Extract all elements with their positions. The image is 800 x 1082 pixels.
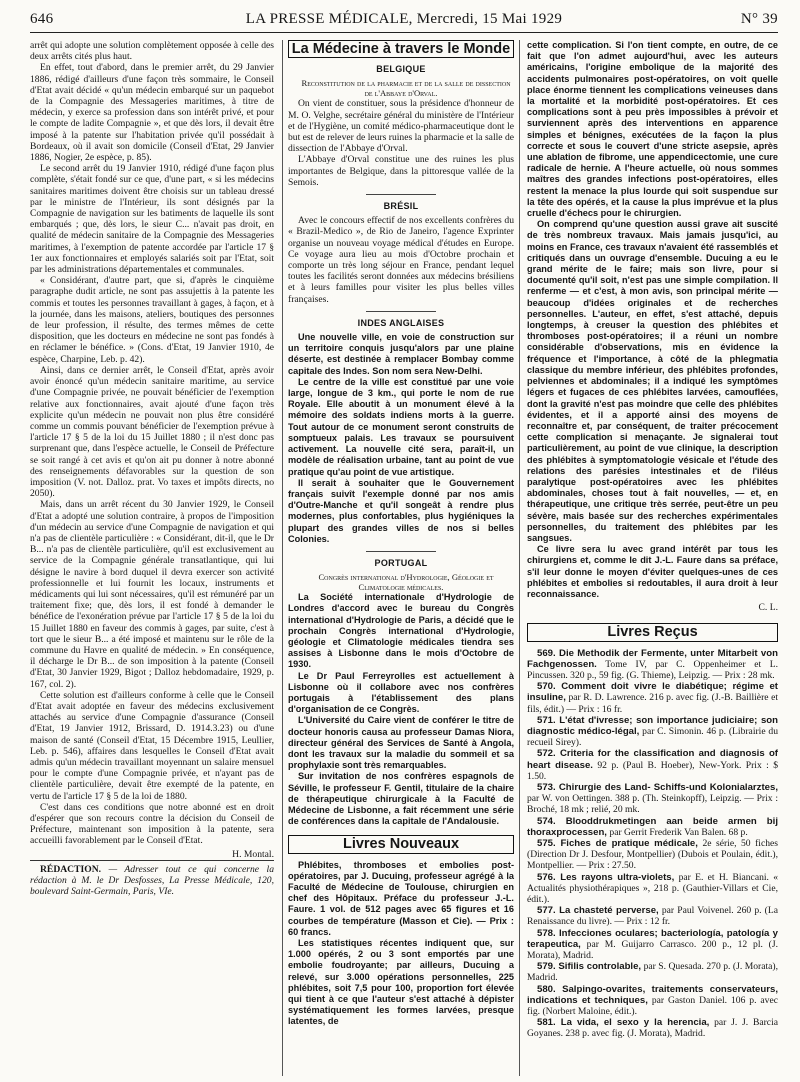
- paragraph: Les statistiques récentes indiquent que, sur 1.000 opérés, 2 ou 3 sont emportés par une embolie foudroyante; par ailleurs, Ducuing a relevé, sur 3.000 opérations personnelles, 225 phlébites, soit 7,5 pour 100, proportion fort élevée qui tient à ce que l'auteur s'est attaché à dépister systématiquement les formes larvées, presque latentes, de: [288, 938, 514, 1027]
- paragraph: cette complication. Si l'on tient compte, en outre, de ce fait que l'on admet aujourd'hui, avec les auteurs américains, l'origine embolique de la majorité des accidents pulmonaires post-opératoires, on voit quelle place énorme tiennent les complications veineuses dans la mortalité et la morbidité post-opératoires. Et ces complications sont à peu près impossibles à prévoir et surviennent après des interventions en apparence simples et bénignes, exécutées de la façon la plus correcte et sous le couvert d'une stricte asepsie, après une ablation de fibrome, une appendicectomie, une cure radicale de hernie. A l'heure actuelle, où nous sommes maîtres des grandes infections post-opératoires, elles restent la menace la plus lourde qui soit suspendue sur la tête des opérés, et la cause la plus imprévue et la plus cruelle d'échecs pour le chirurgien.: [527, 40, 778, 219]
- paragraph: Avec le concours effectif de nos excellents confrères du « Brazil-Medico », de Rio de Janeiro, l'agence Exprinter organise un nouveau voyage médical d'études en Europe. Ce voyage aura lieu au mois d'Octobre prochain et comporte un très long séjour en France, pendant lequel toutes les facilités seront données aux médecins brésiliens et à leurs familles pour visiter les plus belles villes françaises.: [288, 215, 514, 305]
- list-item: [527, 905, 778, 927]
- book-title: 574. Blooddrukmetingen aan beide armen bij thoraxprocessen,: [527, 815, 778, 838]
- paragraph: Cette solution est d'ailleurs conforme à celle que le Conseil d'Etat avait adoptée en faveur des médecins exclusivement attachés au service d'une Compagnie d'assurance (Conseil d'Etat, 19 Janvier 1912, Brissard, D. 1914.3.23) ou d'une maison de santé (Conseil d'Etat, 15 Décembre 1915, Leullier, Leb. p. 546), affaires dans lesquelles le Conseil d'Etat avait admis qu'un médecin travaillant moyennant un salaire mensuel pour le compte d'une Compagnie privée, et n'ayant pas de clientèle particulière, devait être exempté de la patente, en vertu de l'article 17 § 5 de la loi de 1880.: [30, 689, 274, 802]
- book-details: par W. von Oettingen. 388 p. (Th. Steinkopff), Leipzig. — Prix : Broché, 18 mk ; relié, 20 mk.: [527, 793, 778, 816]
- list-item: [527, 872, 778, 906]
- article-subtitle: Reconstitution de la pharmacie et de la salle de dissection de l'Abbaye d'Orval.: [301, 78, 511, 99]
- book-title: 570. Comment doit vivre le diabétique; régime et insuline,: [527, 681, 778, 704]
- issue-number: N° 39: [740, 11, 778, 27]
- paragraph: arrêt qui adopte une solution complètement opposée à celle des deux arrêts cités plus haut.: [30, 40, 274, 63]
- paragraph: C'est dans ces conditions que notre abonné est en droit d'espérer que son recours contre la décision du Conseil de Préfecture, maintenant son imposition à la patente, sera accueilli favorablement par le Conseil d'Etat.: [30, 801, 274, 847]
- book-title: 578. Infecciones oculares; bacteriología, patología y terapeutica,: [527, 927, 778, 950]
- paragraph: L'Université du Caire vient de conférer le titre de docteur honoris causa au professeur Damas Niora, directeur général des Services de Santé à Angola, dont les travaux sur la maladie du sommeil et sa prophylaxie sont très remarquables.: [288, 715, 514, 771]
- book-title: 572. Criteria for the classification and diagnosis of heart disease.: [527, 748, 778, 771]
- book-details: par C. Simonin. 46 p. (Librairie du recueil Sirey).: [527, 725, 778, 749]
- book-details: 2e série, 50 fiches (Direction Dr J. Desfour, Montpellier) (Dubois et Poulain, édit.), Montpellier. — Prix : 27.50.: [527, 838, 778, 872]
- paragraph: Le centre de la ville est constitué par une voie large, longue de 3 km., qui porte le nom de rue Royale. Elle aboutit à un monument élevé à la mémoire des soldats indiens morts à la guerre. Tout autour de ce monument seront construits de somptueux palais. Les travaux se poursuivent activement. La nouvelle cité sera, paraît-il, un modèle de réalisation urbaine, tant au point de vue pratique qu'au point de vue artistique.: [288, 376, 514, 477]
- article-subtitle: Congrès international d'Hydrologie, Géologie et Climatologie médicales.: [318, 572, 494, 593]
- book-details: par Paul Voivenel. 260 p. (La Renaissance du livre). — Prix : 12 fr.: [527, 905, 778, 928]
- page-number: 646: [30, 11, 54, 27]
- portugal-article: [288, 592, 514, 827]
- list-item: [527, 961, 778, 983]
- list-item: [527, 928, 778, 962]
- book-details: par Gaston Daniel. 106 p. avec fig. (Norbert Maloine, édit.).: [527, 994, 778, 1018]
- book-title: 581. La vida, el sexo y la herencia,: [537, 1017, 710, 1029]
- paragraph: Sur invitation de nos confrères espagnols de Séville, le professeur F. Gentil, titulaire de la chaire de thérapeutique chirurgicale à la Faculté de Médecine de Lisbonne, a fait récemment une série de conférences dans la capitale de l'Andalousie.: [288, 771, 514, 827]
- paragraph: Il serait à souhaiter que le Gouvernement français suivît l'exemple donné par nos amis d'Outre-Manche et qu'il songeât à rendre plus modernes, plus confortables, plus hygiéniques la plupart des grandes villes de nos si belles Colonies.: [288, 477, 514, 544]
- page-header: [30, 10, 778, 33]
- list-item: [527, 748, 778, 782]
- paragraph: En effet, tout d'abord, dans le premier arrêt, du 29 Janvier 1886, rédigé d'ailleurs d'une façon très sommaire, le Conseil d'Etat avait décidé « qu'un médecin embarqué sur un paquebot de la Compagnie des Messageries maritimes, à titre de médecin, y exerce sa profession dans son intérêt privé, et pour le compte de ladite Compagnie », et que dès lors, il devait être imposé à la patente sur l'habitation privée qu'il possédait à Bordeaux, où il avait son domicile (Conseil d'Etat, 29 Janvier 1886, Nogier, 2e espèce, p. 85).: [30, 62, 274, 164]
- book-details: par M. Guijarro Carrasco. 200 p., 12 pl. (J. Morata), Madrid.: [527, 938, 778, 962]
- column-left: [30, 40, 274, 1076]
- country-heading-indes: INDES ANGLAISES: [357, 317, 445, 328]
- livres-nouveaux-review: [288, 860, 514, 1028]
- book-title: 576. Les rayons ultra-violets,: [537, 871, 675, 883]
- paragraph: L'Abbaye d'Orval constitue une des ruines les plus importantes de Belgique, dans la pittoresque vallée de la Semois.: [288, 154, 514, 188]
- divider: [366, 194, 436, 195]
- redaction-notice: [30, 860, 274, 898]
- book-title: 573. Chirurgie des Land- Schiffs-und Kolonialarztes,: [537, 782, 778, 793]
- paragraph: On comprend qu'une question aussi grave ait suscité de très nombreux travaux. Mais jamais jusqu'ici, au moins en France, ces travaux n'avaient été rassemblés et critiqués dans un ouvrage d'ensemble. Ducuing a eu le grand mérite de le faire; mais son livre, pour si documenté qu'il soit, n'est pas une simple compilation. Il renferme — et c'est, à mon avis, son principal mérite — beaucoup d'idées originales et de recherches personnelles. L'auteur, en effet, s'est attaché, depuis longtemps, à creuser la question des phlébites et thromboses post-opératoires; il a réuni un nombre considérable d'observations, mis en évidence la fréquence et l'importance, à côté de la phlegmatia classique du membre inférieur, des phlébites profondes, pelviennes et abdominales; il a indiqué les symptômes légers et fugaces de ces phlébites larvées, camouflées, dont la gravité n'est pas moindre que celle des phlébites évidentes, et il a apporté ainsi des moyens de reconnaître et, par conséquent, de traiter précocement cette complication si menaçante. Je signalerai tout particulièrement, au point de vue clinique, la description des phlébites à symptomatologie vésicale et l'étude des relations des parésies intestinales et de l'iléus paralytique post-opératoires avec les phlébites abdominales, choses tout à fait nouvelles, — et, en thérapeutique, une critique très serrée, peut-être un peu sévère, mais basée sur des recherches expérimentales personnelles, du traitement des phlébites par les sangsues.: [527, 219, 778, 543]
- book-details: par R. D. Lawrence. 216 p. avec fig. (J.-B. Baillière et fils, édit.) — Prix : 16 fr.: [527, 692, 778, 715]
- section-title-medecine: La Médecine à travers le Monde: [288, 40, 514, 58]
- book-details: par S. Quesada. 270 p. (J. Morata), Madrid.: [527, 961, 778, 984]
- book-details: Tome IV, par C. Oppenheimer et L. Pincussen. 320 p., 59 fig. (G. Thieme), Leipzig. — Prix : 28 mk.: [527, 658, 778, 681]
- column-right: [527, 40, 778, 1076]
- country-heading-bresil: BRÉSIL: [383, 201, 419, 212]
- list-item: [527, 1017, 778, 1039]
- book-details: par E. et H. Biancani. « Actualités physiothérapiques », 218 p. (Gauthier-Villars et Cie, édit.).: [527, 871, 778, 906]
- paragraph: La Société internationale d'Hydrologie de Londres d'accord avec le bureau du Congrès international d'Hydrologie de Paris, a décidé que le prochain Congrès international d'Hydrologie, géologie et Climatologie médicales tiendra ses assises à Lisbonne dans le mois d'Octobre de 1930.: [288, 592, 514, 670]
- list-item: [527, 681, 778, 715]
- book-title: 571. L'état d'ivresse; son importance judiciaire; son diagnostic médico-légal,: [527, 714, 778, 737]
- section-title-livres-recus: Livres Reçus: [527, 623, 778, 641]
- divider: [366, 551, 436, 552]
- paragraph: Ainsi, dans ce dernier arrêt, le Conseil d'Etat, après avoir avoir énoncé qu'un médecin sanitaire maritime, au service d'une Compagnie privée, ne pouvait bénéficier de l'exemption relative aux fonctionnaires, avait ajouté d'une façon très explicite qu'un médecin ne pouvait non plus être considéré comme un commis pouvant bénéficier de l'exemption prévue à l'article 17 § 5 de la loi du 15 Juillet 1880 ; il n'est donc pas surprenant que, dans l'espèce actuelle, le Conseil de Préfecture se soit rangé à cet avis et qu'on ait pu donner à notre abonné des renseignements défavorables sur la question de son imposition (V. not. Dalloz. prat. Vo taxes et impôts directs, no 2050).: [30, 364, 274, 500]
- paragraph: On vient de constituer, sous la présidence d'honneur de M. O. Velghe, secrétaire général du ministère de l'Intérieur et de l'Hygiène, un comité médico-pharmaceutique dont le but est de relever de leurs ruines la pharmacie et la salle de dissection de l'Abbaye d'Orval.: [288, 98, 514, 155]
- paragraph: « Considérant, d'autre part, que si, d'après le cinquième paragraphe dudit article, ne sont pas assujettis à la patente les commis et toutes les personnes travaillant à gages, à façon, et à la journée, dans les maisons, ateliers, boutiques des personnes de leur profession, il résulte, des termes mêmes de cette disposition, que les docteurs en médecine ne sont pas fondés à en réclamer le bénéfice. » (Cons. d'Etat, 19 Janvier 1910, 4e espèce, Charpine, Leb. p. 42).: [30, 275, 274, 365]
- list-item: [527, 816, 778, 838]
- author-signature: H. Montal.: [232, 848, 274, 860]
- book-title: 575. Fiches de pratique médicale,: [537, 838, 698, 850]
- review-signature: C. L.: [758, 602, 778, 614]
- list-item: [527, 984, 778, 1018]
- redaction-text: — Adresser tout ce qui concerne la rédaction à M. le Dr Desfosses, La Presse Médicale, 120, boulevard Saint-Germain, Paris, VIe.: [30, 863, 274, 898]
- list-item: [527, 782, 778, 816]
- paragraph: Ce livre sera lu avec grand intérêt par tous les chirurgiens et, comme le dit J.-L. Faure dans sa préface, s'il leur donne le moyen d'éviter quelques-unes de ces phlébites et embolies si redoutables, il aura droit à leur reconnaissance.: [527, 544, 778, 599]
- country-heading-belgique: BELGIQUE: [376, 64, 426, 75]
- list-item: [527, 648, 778, 682]
- book-title: 580. Salpingo-ovarites, traitements conservateurs, indications et techniques,: [527, 983, 778, 1006]
- paragraph: Phlébites, thromboses et embolies post-opératoires, par J. Ducuing, professeur agrégé à la Faculté de Médecine de Toulouse, chirurgien en chef des Hôpitaux. Préface du professeur J.-L. Faure. 1 vol. de 512 pages avec 65 figures et 16 courbes de température (Masson et Cie). — Prix : 60 francs.: [288, 859, 514, 937]
- book-details: par Gerrit Frederik Van Balen. 68 p.: [609, 826, 748, 838]
- divider: [366, 311, 436, 312]
- book-details: par J. J. Barcia Goyanes. 238 p. avec fig. (J. Morata), Madrid.: [527, 1017, 778, 1040]
- book-title: 577. La chasteté perverse,: [537, 905, 659, 917]
- book-title: 569. Die Methodik der Fermente, unter Mitarbeit von Fachgenossen.: [527, 647, 778, 670]
- book-title: 579. Sifilis controlable,: [537, 961, 642, 973]
- list-item: [527, 838, 778, 872]
- section-title-livres-nouveaux: Livres Nouveaux: [288, 835, 514, 853]
- paragraph: Mais, dans un arrêt récent du 30 Janvier 1929, le Conseil d'Etat a adopté une solution contraire, à propos de l'imposition d'un médecin au service d'une Compagnie de navigation et qui n'a pas de clientèle particulière : « Considérant, dit-il, que le Dr B... n'a pas de clientèle particulière, qu'il est exclusivement au service de la Compagnie générale transatlantique, qui lui désigne le navire à bord duquel il devra exercer son activité professionnelle et lui fournit les locaux, instruments et médicaments qui lui sont nécessaires, qu'il est rémunéré par un traitement fixe; que, dès lors, il est fondé à demander le bénéfice de l'exonération prévue par l'article 17 § 5 de la loi du 15 Juillet 1880 en faveur des commis à gages, par suite, c'est à tort que le sieur B... a été imposé et maintenu sur le rôle de la commune du Havre en qualité de médecin. » En conséquence, il décharge le Dr B... de son imposition à la patente (Conseil d'Etat, 30 Janvier 1929, Bigot ; Dalloz hebdomadaire, 1929, p. 167, col. 2).: [30, 499, 274, 690]
- paragraph: Le Dr Paul Ferreyrolles est actuellement à Lisbonne où il collabore avec nos confrères portugais à l'établissement des plans d'organisation de ce Congrès.: [288, 670, 514, 715]
- list-item: [527, 715, 778, 749]
- books-received-list: [527, 648, 778, 1040]
- column-middle: [282, 40, 520, 1076]
- country-heading-portugal: PORTUGAL: [374, 557, 428, 568]
- redaction-label: RÉDACTION.: [40, 863, 102, 875]
- indes-article: [288, 332, 514, 545]
- review-continuation: [527, 40, 778, 600]
- journal-title: LA PRESSE MÉDICALE, Mercredi, 15 Mai 1929: [245, 11, 563, 27]
- paragraph: Une nouvelle ville, en voie de construction sur un territoire conquis jusqu'alors par une plaine déserte, est destinée à remplacer Bombay comme capitale des Indes. Son nom sera New-Delhi.: [288, 332, 514, 376]
- book-details: 92 p. (Paul B. Hoeber), New-York. Prix : $ 1.50.: [527, 759, 778, 782]
- paragraph: Le second arrêt du 19 Janvier 1910, rédigé d'une façon plus complète, s'était fondé sur ce que, d'une part, « si les médecins sanitaires maritimes doivent être choisis sur un tableau dressé par le ministre de l'Intérieur, ils sont désignés par la Compagnie de navigation sur les batiments de laquelle ils sont embarqués ; que, dès lors, le sieur C... n'avait pas droit, en qualité de médecin sanitaire de la Compagnie des Messageries maritimes, à l'exemption de patente accordée par l'article 17 § 1er aux fonctionnaires et employés salariés soit par l'Etat, soit par les administrations départementales et communales.: [30, 163, 274, 276]
